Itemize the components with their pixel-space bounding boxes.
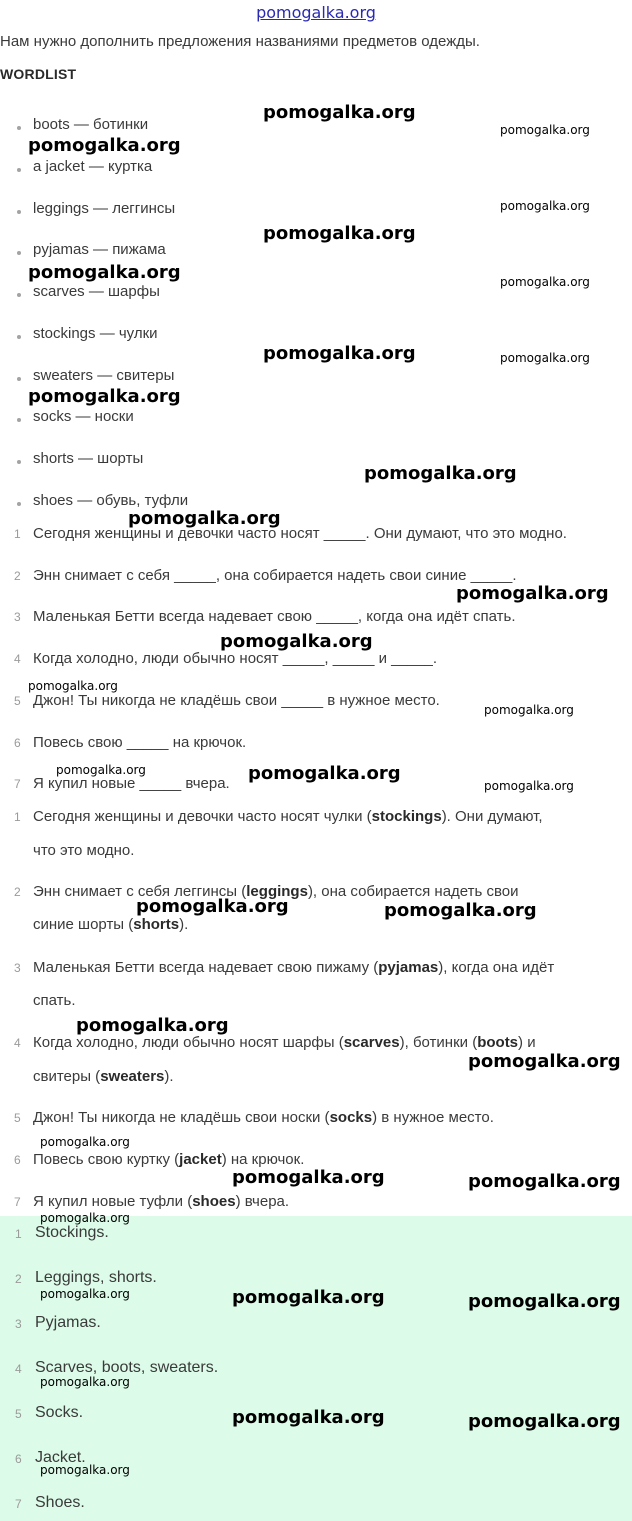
site-link[interactable]: pomogalka.org [256,3,376,22]
answer-segment: спать. [33,992,76,1009]
answer-number: 7 [14,1195,21,1209]
watermark-text: pomogalka.org [40,1463,130,1477]
answer-segment: Повесь свою куртку ( [33,1151,180,1168]
watermark-text: pomogalka.org [484,779,574,793]
watermark-text: pomogalka.org [232,1167,385,1188]
watermark-text: pomogalka.org [384,900,537,921]
question-number: 4 [14,652,21,666]
answer-line [33,842,134,859]
bullet-dot [17,126,21,130]
answer-segment: Когда холодно, люди обычно носят шарфы ( [33,1034,344,1051]
question-text: Маленькая Бетти всегда надевает свою _____, когда она идёт спать. [33,608,516,625]
watermark-text: pomogalka.org [28,262,181,283]
short-answer-text: Pyjamas. [35,1314,101,1331]
watermark-text: pomogalka.org [56,763,146,777]
question-number: 3 [14,610,21,624]
answer-segment: ) в нужное место. [372,1109,494,1126]
short-answer-text: Jacket. [35,1449,86,1466]
answer-line [33,959,554,976]
answer-segment: ). Они думают, [441,808,543,825]
answer-keyword: shoes [192,1193,236,1210]
intro-text: Нам нужно дополнить предложения названиями предметов одежды. [0,33,480,50]
watermark-text: pomogalka.org [456,583,609,604]
answer-line [33,916,188,933]
watermark-text: pomogalka.org [248,763,401,784]
answer-segment: что это модно. [33,842,135,859]
answer-segment: ) вчера. [235,1193,290,1210]
short-answer-text: Stockings. [35,1224,109,1241]
watermark-text: pomogalka.org [468,1171,621,1192]
watermark-text: pomogalka.org [40,1211,130,1225]
answer-line [33,1068,174,1085]
answer-segment: ), когда она идёт [438,959,555,976]
watermark-text: pomogalka.org [28,679,118,693]
watermark-text: pomogalka.org [28,386,181,407]
short-answer-number: 1 [15,1227,22,1241]
question-number: 1 [14,527,21,541]
wordlist-title: WORDLIST [0,66,77,82]
wordlist-item: pyjamas — пижама [33,241,166,258]
bullet-dot [17,210,21,214]
answer-number: 6 [14,1153,21,1167]
watermark-text: pomogalka.org [500,123,590,137]
answer-line [33,808,543,825]
question-number: 2 [14,569,21,583]
answer-number: 2 [14,885,21,899]
bullet-dot [17,251,21,255]
answer-segment: свитеры ( [33,1068,101,1085]
watermark-text: pomogalka.org [468,1291,621,1312]
short-answer-number: 2 [15,1272,22,1286]
answer-segment: ), ботинки ( [399,1034,478,1051]
answer-segment: Джон! Ты никогда не кладёшь свои носки ( [33,1109,330,1126]
wordlist-item: stockings — чулки [33,325,158,342]
answer-line [33,1151,304,1168]
watermark-text: pomogalka.org [76,1015,229,1036]
answer-keyword: sweaters [100,1068,165,1085]
question-number: 5 [14,694,21,708]
bullet-dot [17,293,21,297]
answer-segment: ) и [518,1034,536,1051]
short-answer-number: 5 [15,1407,22,1421]
wordlist-item: scarves — шарфы [33,283,160,300]
bullet-dot [17,335,21,339]
watermark-text: pomogalka.org [484,703,574,717]
short-answer-number: 4 [15,1362,22,1376]
bullet-dot [17,377,21,381]
short-answer-number: 3 [15,1317,22,1331]
question-text: Джон! Ты никогда не кладёшь свои _____ в нужное место. [33,692,440,709]
watermark-text: pomogalka.org [232,1407,385,1428]
watermark-text: pomogalka.org [500,199,590,213]
short-answer-number: 7 [15,1497,22,1511]
answer-keyword: socks [329,1109,373,1126]
watermark-text: pomogalka.org [232,1287,385,1308]
answer-segment: Сегодня женщины и девочки часто носят чулки ( [33,808,372,825]
wordlist-item: a jacket — куртка [33,158,153,175]
short-answer-text: Leggings, shorts. [35,1269,157,1286]
short-answer-text: Shoes. [35,1494,85,1511]
answer-line [33,1109,494,1126]
watermark-text: pomogalka.org [40,1287,130,1301]
answer-number: 1 [14,810,21,824]
wordlist-item: sweaters — свитеры [33,367,175,384]
watermark-text: pomogalka.org [128,508,281,529]
watermark-text: pomogalka.org [468,1411,621,1432]
watermark-text: pomogalka.org [28,135,181,156]
question-number: 6 [14,736,21,750]
question-text: Я купил новые _____ вчера. [33,775,230,792]
watermark-text: pomogalka.org [263,223,416,244]
watermark-text: pomogalka.org [263,343,416,364]
answer-segment: ). [179,916,189,933]
question-text: Сегодня женщины и девочки часто носят _____. Они думают, что это модно. [33,525,567,542]
answer-segment: Я купил новые туфли ( [33,1193,193,1210]
answer-keyword: scarves [343,1034,400,1051]
answer-keyword: boots [477,1034,519,1051]
answer-keyword: stockings [371,808,442,825]
question-number: 7 [14,777,21,791]
answer-number: 4 [14,1036,21,1050]
bullet-dot [17,502,21,506]
watermark-text: pomogalka.org [364,463,517,484]
bullet-dot [17,418,21,422]
wordlist-item: socks — носки [33,408,134,425]
short-answer-number: 6 [15,1452,22,1466]
wordlist-item: shoes — обувь, туфли [33,492,189,509]
answer-keyword: jacket [179,1151,222,1168]
answer-number: 3 [14,961,21,975]
answer-segment: ), она собирается надеть свои [307,883,519,900]
answer-keyword: pyjamas [378,959,439,976]
question-text: Когда холодно, люди обычно носят _____, _____ и _____. [33,650,438,667]
question-text: Повесь свою _____ на крючок. [33,734,247,751]
watermark-text: pomogalka.org [220,631,373,652]
watermark-text: pomogalka.org [500,275,590,289]
watermark-text: pomogalka.org [136,896,289,917]
answer-number: 5 [14,1111,21,1125]
answer-segment: синие шорты ( [33,916,134,933]
answer-segment: Энн снимает с себя леггинсы ( [33,883,247,900]
watermark-text: pomogalka.org [263,102,416,123]
question-text: Энн снимает с себя _____, она собирается надеть свои синие _____. [33,567,517,584]
bullet-dot [17,168,21,172]
watermark-text: pomogalka.org [468,1051,621,1072]
short-answer-text: Socks. [35,1404,84,1421]
wordlist-item: boots — ботинки [33,116,149,133]
answer-segment: ). [164,1068,174,1085]
wordlist-item: leggings — леггинсы [33,200,176,217]
watermark-text: pomogalka.org [40,1135,130,1149]
answer-segment: ) на крючок. [221,1151,305,1168]
watermark-text: pomogalka.org [500,351,590,365]
answer-line [33,992,76,1009]
bullet-dot [17,460,21,464]
watermark-text: pomogalka.org [40,1375,130,1389]
answer-line [33,1193,289,1210]
short-answer-text: Scarves, boots, sweaters. [35,1359,219,1376]
wordlist-item: shorts — шорты [33,450,144,467]
answer-line [33,1034,536,1051]
answer-keyword: leggings [246,883,308,900]
answer-keyword: shorts [133,916,180,933]
answer-segment: Маленькая Бетти всегда надевает свою пижаму ( [33,959,379,976]
